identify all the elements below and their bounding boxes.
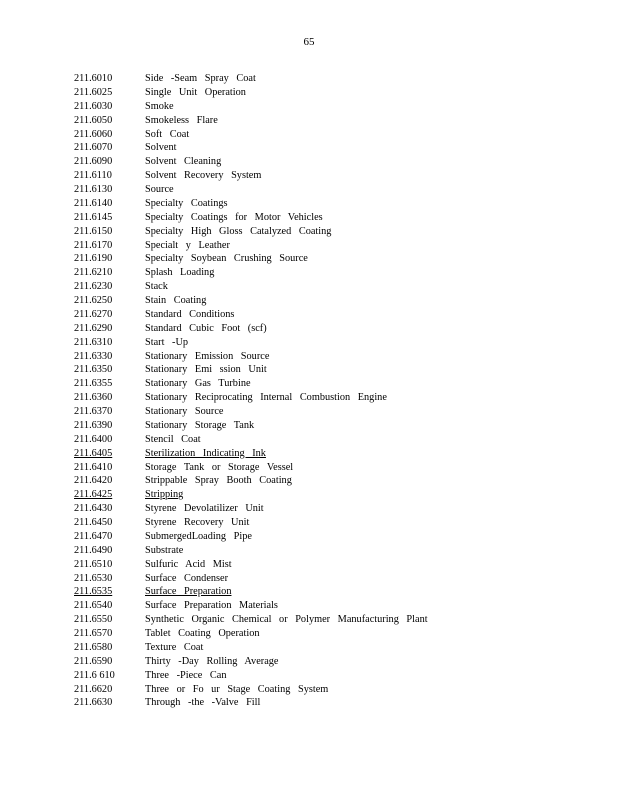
section-title: Specialty Soybean Crushing Source xyxy=(145,253,308,265)
section-number: 211.6400 xyxy=(74,433,113,445)
list-item xyxy=(74,322,574,336)
section-title: Strippable Spray Booth Coating xyxy=(145,475,292,487)
section-number: 211.6490 xyxy=(74,544,113,556)
section-number: 211.6590 xyxy=(74,655,113,667)
section-number: 211.6390 xyxy=(74,419,113,431)
section-title: SubmergedLoading Pipe xyxy=(145,530,252,542)
section-title: Styrene Devolatilizer Unit xyxy=(145,503,264,515)
list-item xyxy=(74,669,574,683)
section-title: Stack xyxy=(145,281,168,293)
section-title: Storage Tank or Storage Vessel xyxy=(145,461,294,473)
list-item xyxy=(74,86,574,100)
section-number: 211.6430 xyxy=(74,503,113,515)
section-number: 211.6470 xyxy=(74,530,113,542)
list-item xyxy=(74,294,574,308)
section-number: 211.6405 xyxy=(74,447,113,459)
section-number: 211.6030 xyxy=(74,100,113,112)
list-item xyxy=(74,391,574,405)
section-title: Solvent Recovery System xyxy=(145,170,262,182)
section-title: Stationary Reciprocating Internal Combustion Engine xyxy=(145,392,387,404)
list-item xyxy=(74,585,574,599)
section-number: 211.6290 xyxy=(74,322,113,334)
list-item xyxy=(74,252,574,266)
list-item xyxy=(74,447,574,461)
list-item xyxy=(74,100,574,114)
section-number: 211.6170 xyxy=(74,239,113,251)
list-item xyxy=(74,169,574,183)
section-title: Splash Loading xyxy=(145,267,215,279)
section-title: Three -Piece Can xyxy=(145,669,227,681)
list-item xyxy=(74,641,574,655)
list-item xyxy=(74,239,574,253)
list-item xyxy=(74,572,574,586)
section-title: Thirty -Day Rolling Average xyxy=(145,655,279,667)
section-number: 211.6010 xyxy=(74,73,113,84)
section-number: 211.6070 xyxy=(74,142,113,154)
section-number: 211.6510 xyxy=(74,558,113,570)
section-title: Specialty High Gloss Catalyzed Coating xyxy=(145,225,332,237)
section-title: Styrene Recovery Unit xyxy=(145,517,250,528)
section-number: 211.6620 xyxy=(74,683,113,695)
list-item xyxy=(74,141,574,155)
section-title: Sterilization Indicating Ink xyxy=(145,447,266,459)
section-title: Stationary Emi ssion Unit xyxy=(145,364,267,376)
section-number: 211.6360 xyxy=(74,392,113,404)
section-title: Soft Coat xyxy=(145,128,190,140)
section-title: Substrate xyxy=(145,544,184,556)
section-title: Surface Preparation xyxy=(145,586,232,598)
section-number: 211.6140 xyxy=(74,197,113,209)
section-title: Three or Fo ur Stage Coating System xyxy=(145,683,329,695)
section-number: 211.6355 xyxy=(74,378,113,390)
section-title: Surface Preparation Materials xyxy=(145,600,278,612)
list-item xyxy=(74,405,574,419)
section-number: 211.6050 xyxy=(74,114,113,126)
section-number: 211.6025 xyxy=(74,86,113,98)
section-title: Solvent xyxy=(145,142,177,154)
section-number: 211.6410 xyxy=(74,461,113,473)
section-title: Standard Cubic Foot (scf) xyxy=(145,322,267,334)
section-title: Smoke xyxy=(145,100,174,112)
list-item xyxy=(74,516,574,530)
list-item xyxy=(74,627,574,641)
list-item xyxy=(74,211,574,225)
section-title: Stationary Gas Turbine xyxy=(145,378,251,390)
list-item xyxy=(74,613,574,627)
section-title: Stripping xyxy=(145,489,184,501)
section-number: 211.6570 xyxy=(74,628,113,639)
list-item xyxy=(74,599,574,613)
list-item xyxy=(74,544,574,558)
section-number: 211.6130 xyxy=(74,184,113,195)
section-number: 211.6530 xyxy=(74,572,113,584)
list-item xyxy=(74,114,574,128)
section-number: 211.6350 xyxy=(74,364,113,376)
section-number: 211.6330 xyxy=(74,350,113,362)
section-title: Stain Coating xyxy=(145,295,207,306)
list-item xyxy=(74,530,574,544)
list-item xyxy=(74,474,574,488)
section-title: Stationary Source xyxy=(145,406,224,417)
section-title: Through -the -Valve Fill xyxy=(145,697,261,709)
list-item xyxy=(74,655,574,669)
list-item xyxy=(74,197,574,211)
section-number: 211.6420 xyxy=(74,475,113,487)
section-title: Sulfuric Acid Mist xyxy=(145,558,232,570)
section-title: Solvent Cleaning xyxy=(145,156,222,168)
list-item xyxy=(74,419,574,433)
section-title: Stencil Coat xyxy=(145,433,201,445)
list-item xyxy=(74,308,574,322)
section-title: Texture Coat xyxy=(145,641,204,653)
section-number: 211.6630 xyxy=(74,697,113,709)
section-title: Tablet Coating Operation xyxy=(145,628,260,639)
section-title: Side -Seam Spray Coat xyxy=(145,73,256,84)
section-number: 211.6230 xyxy=(74,281,113,293)
list-item xyxy=(74,225,574,239)
list-item xyxy=(74,128,574,142)
section-number: 211.6 610 xyxy=(74,669,115,681)
list-item xyxy=(74,336,574,350)
list-item xyxy=(74,433,574,447)
definitions-list xyxy=(74,72,574,710)
list-item xyxy=(74,488,574,502)
section-number: 211.6310 xyxy=(74,336,113,348)
list-item xyxy=(74,461,574,475)
section-title: Smokeless Flare xyxy=(145,114,218,126)
section-number: 211.6210 xyxy=(74,267,113,279)
section-title: Stationary Storage Tank xyxy=(145,419,255,431)
section-title: Specialty Coatings xyxy=(145,197,228,209)
section-title: Surface Condenser xyxy=(145,572,229,584)
section-number: 211.6425 xyxy=(74,489,113,501)
list-item xyxy=(74,377,574,391)
section-title: Specialt y Leather xyxy=(145,239,230,251)
section-title: Standard Conditions xyxy=(145,308,235,320)
section-number: 211.6060 xyxy=(74,128,113,140)
section-title: Stationary Emission Source xyxy=(145,350,270,362)
section-title: Source xyxy=(145,184,174,195)
section-number: 211.6090 xyxy=(74,156,113,168)
section-number: 211.6580 xyxy=(74,641,113,653)
section-title: Single Unit Operation xyxy=(145,86,246,98)
list-item xyxy=(74,363,574,377)
list-item xyxy=(74,350,574,364)
section-number: 211.6110 xyxy=(74,170,112,182)
list-item xyxy=(74,266,574,280)
list-item xyxy=(74,558,574,572)
section-number: 211.6535 xyxy=(74,586,113,598)
section-number: 211.6450 xyxy=(74,517,113,528)
section-number: 211.6145 xyxy=(74,211,113,223)
list-item xyxy=(74,183,574,197)
section-number: 211.6150 xyxy=(74,225,113,237)
list-item xyxy=(74,280,574,294)
section-number: 211.6190 xyxy=(74,253,113,265)
list-item xyxy=(74,155,574,169)
section-title: Specialty Coatings for Motor Vehicles xyxy=(145,211,323,223)
section-number: 211.6370 xyxy=(74,406,113,417)
list-item xyxy=(74,696,574,710)
list-item xyxy=(74,683,574,697)
section-number: 211.6550 xyxy=(74,614,113,626)
list-item xyxy=(74,72,574,86)
page-number: 65 xyxy=(303,36,315,48)
section-number: 211.6250 xyxy=(74,295,113,306)
section-title: Synthetic Organic Chemical or Polymer Manufacturing Plant xyxy=(145,614,428,626)
section-number: 211.6540 xyxy=(74,600,113,612)
section-title: Start -Up xyxy=(145,336,189,348)
section-number: 211.6270 xyxy=(74,308,113,320)
list-item xyxy=(74,502,574,516)
